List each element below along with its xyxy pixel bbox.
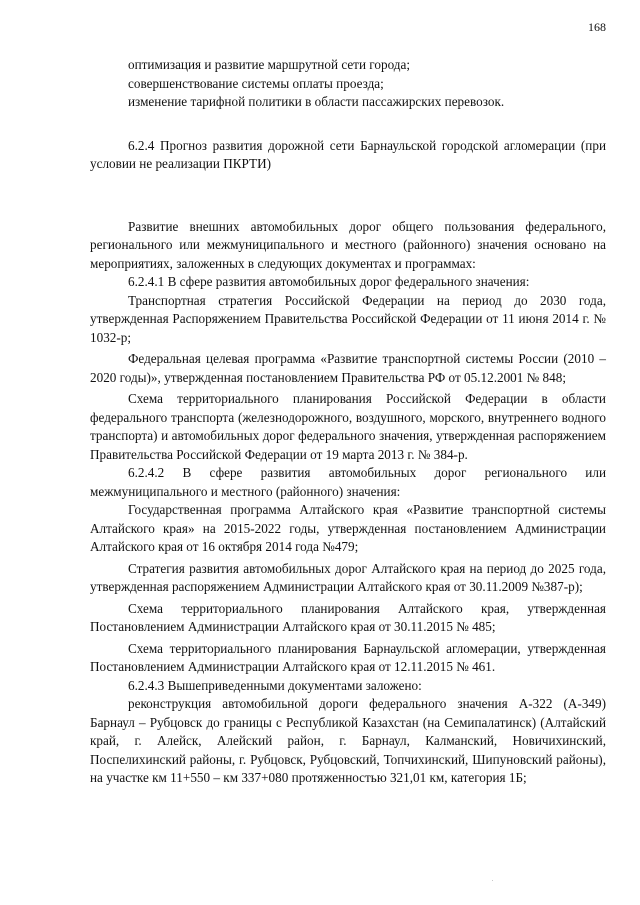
paragraph: Государственная программа Алтайского края «Развитие транспортной системы Алтайского края» на 2015-2022 годы, утвержденная постановлением Администрации Алтайского края от 16 октября 2014 года №479; <box>90 502 606 554</box>
page-content <box>90 56 606 788</box>
page-number: 168 <box>588 20 606 34</box>
paragraph: Схема территориального планирования Российской Федерации в области федерального транспорта (железнодорожного, воздушного, морского, внутреннего водного транспорта) и автомобильных дорог федерального значения, утвержденная распоряжением Правительства Российской Федерации от 19 марта 2013 г. № 384-р. <box>90 391 606 462</box>
paragraph: Стратегия развития автомобильных дорог Алтайского края на период до 2025 года, утвержденная распоряжением Администрации Алтайского края от 30.11.2009 №387-р); <box>90 560 606 594</box>
paragraph: Транспортная стратегия Российской Федерации на период до 2030 года, утвержденная Распоряжением Правительства Российской Федерации от 11 июня 2014 г. № 1032-р; <box>90 292 606 345</box>
list-item: изменение тарифной политики в области пассажирских перевозок. <box>128 94 505 109</box>
paragraph-intro: Развитие внешних автомобильных дорог общего пользования федерального, регионального или межмуниципального и местного (районного) значения основано на мероприятиях, заложенных в следующих документах и программах: <box>90 218 606 271</box>
section-heading: 6.2.4 Прогноз развития дорожной сети Барнаульской городской агломерации (при условии не реализации ПКРТИ) <box>90 137 606 171</box>
paragraph: реконструкция автомобильной дороги федерального значения А-322 (А-349) Барнаул – Рубцовск до границы с Республикой Казахстан (на Семипалатинск) (Алтайский край, г. Алейск, Алейский район, г. Барнаул, Калманский, Новичихинский, Поспелихинский районы, г. Рубцовск, Рубцовский, Топчихинский, Шипуновский районы), на участке км 11+550 – км 337+080 протяженностью 321,01 км, категория 1Б; <box>90 696 606 785</box>
scan-speck <box>492 880 493 881</box>
list-item: оптимизация и развитие маршрутной сети города; <box>128 57 411 72</box>
subsection-heading-planned: 6.2.4.3 Вышеприведенными документами заложено: <box>128 677 422 693</box>
subsection-heading-regional: 6.2.4.2 В сфере развития автомобильных дорог регионального или межмуниципального и местного (районного) значения: <box>90 465 606 499</box>
paragraph: Схема территориального планирования Барнаульской агломерации, утвержденная Постановлением Администрации Алтайского края от 12.11.2015 № 461. <box>90 640 606 674</box>
subsection-heading-federal: 6.2.4.1 В сфере развития автомобильных дорог федерального значения: <box>128 274 530 289</box>
list-item: совершенствование системы оплаты проезда; <box>128 75 384 91</box>
paragraph: Схема территориального планирования Алтайского края, утвержденная Постановлением Администрации Алтайского края от 30.11.2015 № 485; <box>90 600 606 634</box>
paragraph: Федеральная целевая программа «Развитие транспортной системы России (2010 – 2020 годы)», утвержденная постановлением Правительства РФ от 05.12.2001 № 848; <box>90 351 606 385</box>
